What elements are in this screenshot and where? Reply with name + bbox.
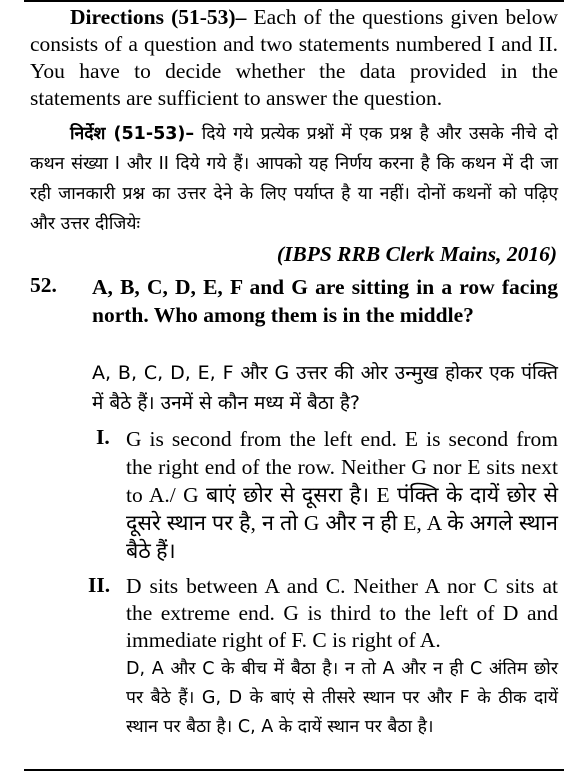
nirdesh-text: दिये गये प्रत्येक प्रश्नों में एक प्रश्न है और उसके नीचे दो कथन संख्या I और II दिये गये हैं। आपको यह निर्णय करना है कि कथन में दी जा रही जानकारी प्रश्न का उत्तर देने के लिए पर्याप्त है या नहीं। दोनों कथनों को पढ़िए और उत्तर दीजियेः — [30, 124, 558, 234]
statement-1-label: I. — [96, 425, 110, 449]
question-text-en: A, B, C, D, E, F and G are sitting in a row facing north. Who among them is in the middle? — [92, 275, 558, 327]
question-text-hi: A, B, C, D, E, F और G उत्तर की ओर उन्मुख होकर एक पंक्ति में बैठे हैं। उनमें से कौन मध्य में बैठा है? — [92, 362, 558, 414]
nirdesh-label: निर्देश (51-53)– — [70, 124, 195, 144]
source-tag: (IBPS RRB Clerk Mains, 2016) — [276, 242, 557, 266]
directions-paragraph — [30, 4, 558, 112]
statement-1-text: G is second from the left end. E is second from the right end of the row. Neither G nor E sits next to A./ G बाएं छोर से दूसरा है। E पंक्ति के दायें छोर से दूसरे स्थान पर है, न तो G और न ही E, A के अगले स्थान बैठे हैं। — [126, 427, 558, 563]
nirdesh-paragraph — [30, 119, 558, 239]
statement-2-text-en: D sits between A and C. Neither A nor C sits at the extreme end. G is third to the left of D and immediate right of F. C is right of A. — [126, 574, 558, 652]
directions-label: Directions (51-53)– — [70, 5, 247, 29]
bottom-rule — [24, 769, 564, 771]
question-number: 52. — [30, 273, 57, 297]
statement-2-text-hi: D, A और C के बीच में बैठा है। न तो A और न ही C अंतिम छोर पर बैठे हैं। G, D के बाएं से तीसरे स्थान पर और F के ठीक दायें स्थान पर बैठा है। C, A के दायें स्थान पर बैठा है। — [126, 659, 558, 737]
statement-2-label: II. — [88, 573, 111, 597]
directions-text: Each of the questions given below consists of a question and two statements numbered I and II. You have to decide whether the data provided in the statements are sufficient to answer the question. — [30, 5, 558, 110]
top-rule — [24, 0, 564, 2]
